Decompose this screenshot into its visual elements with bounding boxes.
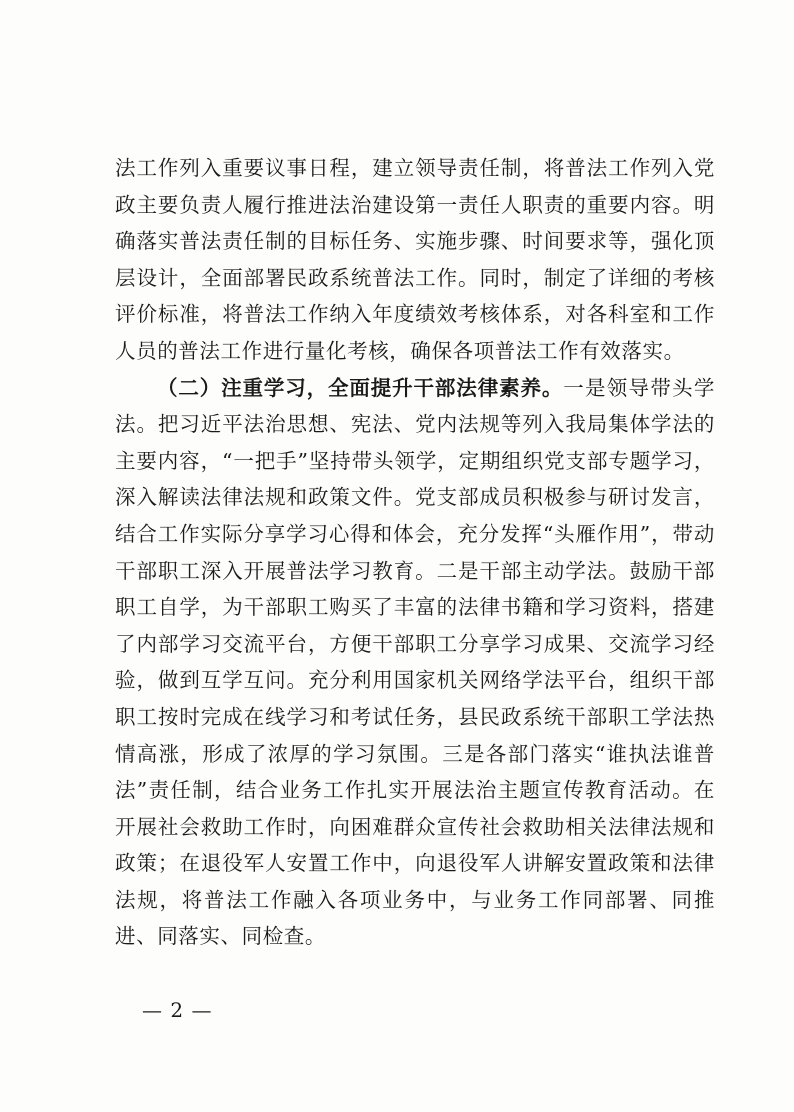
paragraph-1: 法工作列入重要议事日程，建立领导责任制，将普法工作列入党政主要负责人履行推进法治建设第一责任人职责的重要内容。明确落实普法责任制的目标任务、实施步骤、时间要求等，强化顶层设计，全面部署民政系统普法工作。同时，制定了详细的考核评价标准，将普法工作纳入年度绩效考核体系，对各科室和工作人员的普法工作进行量化考核，确保各项普法工作有效落实。	[115, 156, 715, 363]
paragraph-2-sentence-3: 三是各部门落实“谁执法谁普法”责任制，结合业务工作扎实开展法治主题宣传教育活动。在开展社会救助工作时，向困难群众宣传社会救助相关法律法规和政策；在退役军人安置工作中，向退役军人讲解安置政策和法律法规，将普法工作融入各项业务中，与业务工作同部署、同推进、同落实、同检查。	[115, 741, 716, 949]
page-number: — 2 —	[142, 998, 213, 1022]
section-heading: （二）注重学习，全面提升干部法律素养。	[157, 375, 564, 400]
paragraph-2-sentence-1: 一是领导带头学法。把习近平法治思想、宪法、党内法规等列入我局集体学法的主要内容，“一把手”坚持带头领学，定期组织党支部专题学习，深入解读法律法规和政策文件。党支部成员积极参与研讨发言，结合工作实际分享学习心得和体会，充分发挥“头雁作用”，带动干部职工深入开展普法学习教育。	[115, 375, 715, 583]
paragraph-2-sentence-2: 二是干部主动学法。鼓励干部职工自学，为干部职工购买了丰富的法律书籍和学习资料，搭建了内部学习交流平台，方便干部职工分享学习成果、交流学习经验，做到互学互问。充分利用国家机关网络学法平台，组织干部职工按时完成在线学习和考试任务，县民政系统干部职工学法热情高涨，形成了浓厚的学习氛围。	[115, 558, 715, 766]
body-text	[115, 150, 715, 955]
paragraph-2	[115, 370, 715, 956]
